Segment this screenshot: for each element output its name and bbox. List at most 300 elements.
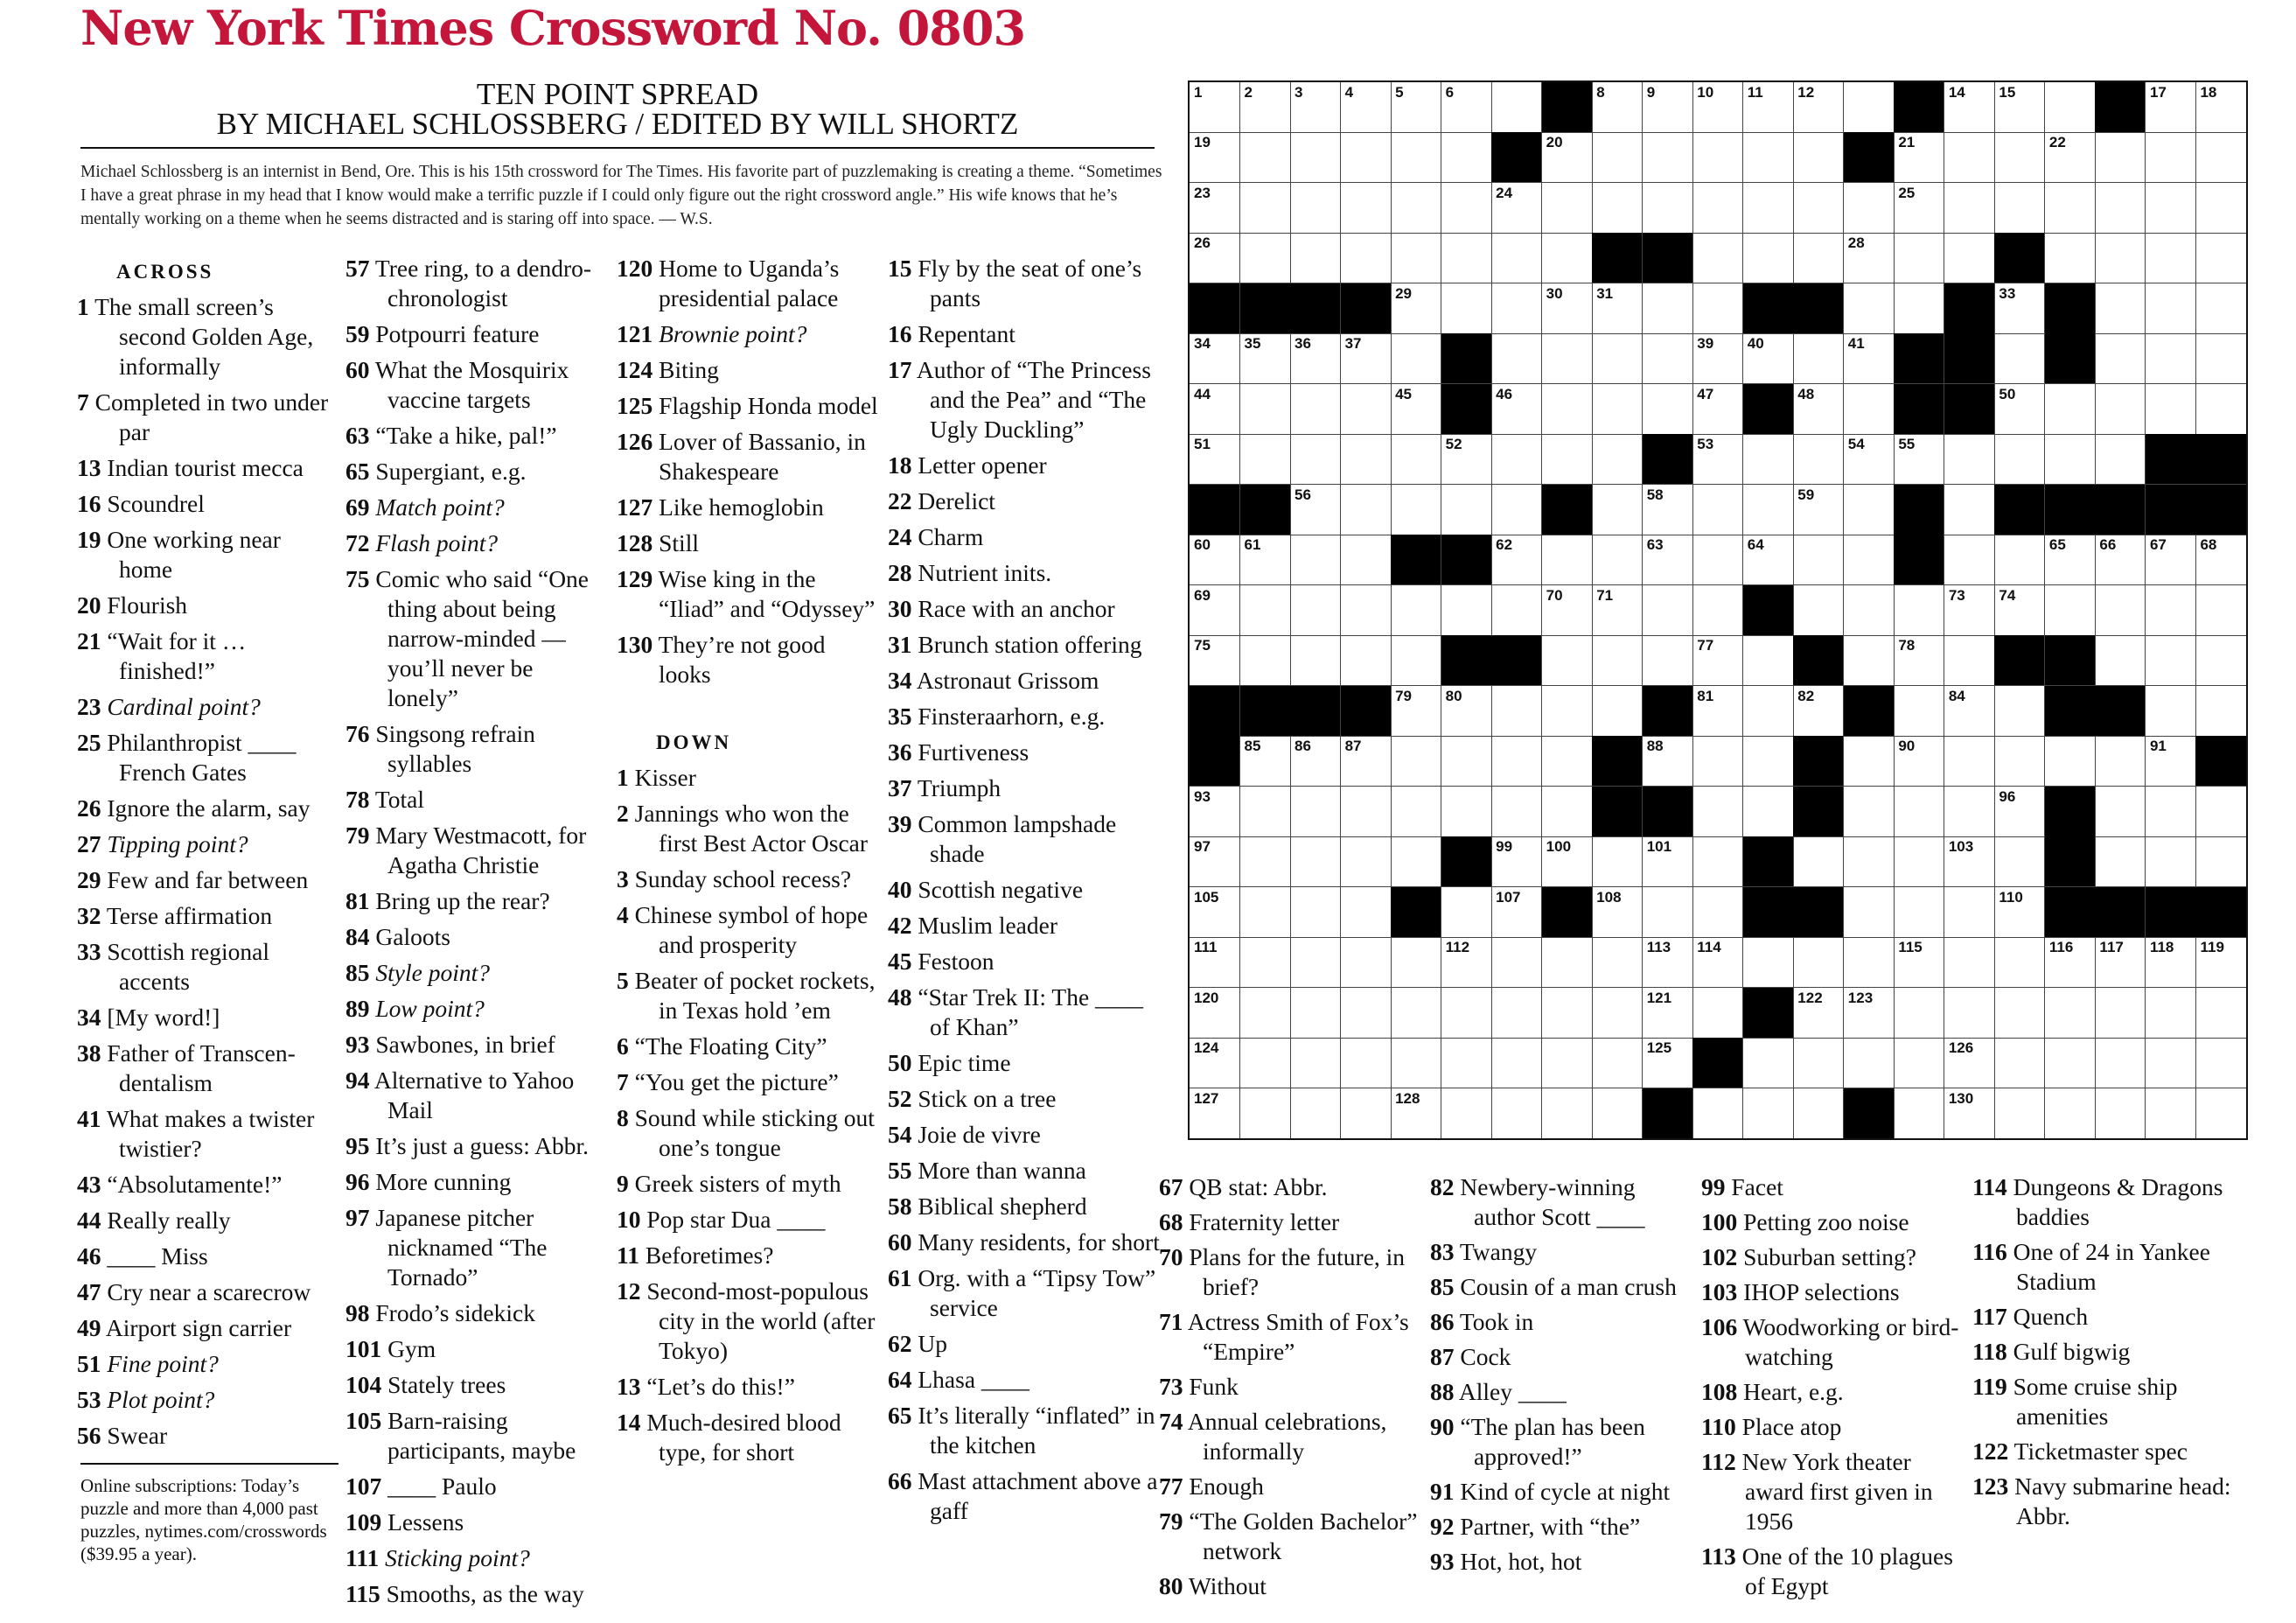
grid-cell[interactable] [1743,1038,1794,1088]
grid-cell[interactable] [1643,887,1693,938]
grid-cell[interactable] [1692,836,1743,887]
grid-cell[interactable] [2195,988,2246,1039]
clue-item[interactable] [345,493,608,522]
clue-item[interactable] [617,966,879,1025]
grid-cell[interactable] [1240,585,1291,636]
grid-cell[interactable] [1290,535,1341,585]
grid-cell[interactable] [1944,988,1995,1039]
grid-cell[interactable] [1341,535,1392,585]
grid-cell[interactable] [1994,535,2045,585]
grid-cell[interactable] [1944,887,1995,938]
clue-item[interactable] [77,728,339,787]
clue-item[interactable] [1701,1447,1972,1536]
grid-cell[interactable] [1491,1088,1542,1138]
grid-cell[interactable] [2146,836,2196,887]
grid-cell[interactable] [1240,937,1291,988]
grid-cell[interactable] [1944,787,1995,837]
grid-cell[interactable] [2195,836,2246,887]
grid-cell[interactable] [1793,937,1844,988]
grid-cell[interactable] [1592,384,1643,435]
grid-cell[interactable] [1743,736,1794,787]
grid-cell[interactable] [1190,887,1240,938]
grid-cell[interactable] [2045,82,2096,133]
grid-cell[interactable] [1894,937,1944,988]
grid-cell[interactable] [1743,434,1794,485]
clue-item[interactable] [888,319,1168,349]
clue-item[interactable] [77,489,339,519]
clue-item[interactable] [345,922,608,952]
clue-item[interactable] [77,1277,339,1307]
grid-cell[interactable] [1341,183,1392,234]
grid-cell[interactable] [1944,183,1995,234]
grid-cell[interactable] [2095,1088,2146,1138]
grid-cell[interactable] [2146,132,2196,183]
grid-cell[interactable] [2146,183,2196,234]
grid-cell[interactable] [2095,283,2146,334]
clue-item[interactable] [1159,1407,1430,1466]
clue-item[interactable] [617,564,879,624]
grid-cell[interactable] [1844,485,1895,535]
grid-cell[interactable] [1341,988,1392,1039]
grid-cell[interactable] [1944,635,1995,686]
grid-cell[interactable] [1391,384,1441,435]
grid-cell[interactable] [2095,787,2146,837]
grid-cell[interactable] [1190,132,1240,183]
grid-cell[interactable] [1944,82,1995,133]
grid-cell[interactable] [1341,836,1392,887]
grid-cell[interactable] [1341,384,1392,435]
grid-cell[interactable] [1994,937,2045,988]
grid-cell[interactable] [2095,585,2146,636]
grid-cell[interactable] [2146,82,2196,133]
grid-cell[interactable] [1844,585,1895,636]
grid-cell[interactable] [1743,937,1794,988]
grid-cell[interactable] [1542,585,1593,636]
grid-cell[interactable] [1994,183,2045,234]
clue-item[interactable] [345,994,608,1024]
grid-cell[interactable] [1894,988,1944,1039]
grid-cell[interactable] [1240,132,1291,183]
grid-cell[interactable] [1190,535,1240,585]
grid-cell[interactable] [2146,988,2196,1039]
grid-cell[interactable] [1692,988,1743,1039]
clue-item[interactable] [345,1472,608,1501]
grid-cell[interactable] [1542,836,1593,887]
grid-cell[interactable] [1391,836,1441,887]
grid-cell[interactable] [1994,1088,2045,1138]
clue-item[interactable] [1430,1272,1701,1302]
grid-cell[interactable] [1491,485,1542,535]
grid-cell[interactable] [1944,736,1995,787]
clue-item[interactable] [1430,1237,1701,1267]
grid-cell[interactable] [1491,787,1542,837]
grid-cell[interactable] [1542,132,1593,183]
grid-cell[interactable] [1491,535,1542,585]
clue-item[interactable] [888,702,1168,731]
grid-cell[interactable] [1290,183,1341,234]
grid-cell[interactable] [2095,535,2146,585]
clue-item[interactable] [77,794,339,823]
grid-cell[interactable] [1391,183,1441,234]
grid-cell[interactable] [1240,988,1291,1039]
grid-cell[interactable] [1592,635,1643,686]
grid-cell[interactable] [2045,384,2096,435]
grid-cell[interactable] [1240,333,1291,384]
clue-item[interactable] [1159,1472,1430,1501]
clue-item[interactable] [888,1263,1168,1323]
grid-cell[interactable] [1994,434,2045,485]
grid-cell[interactable] [1240,1038,1291,1088]
grid-cell[interactable] [1793,988,1844,1039]
grid-cell[interactable] [1692,535,1743,585]
grid-cell[interactable] [1643,132,1693,183]
grid-cell[interactable] [1994,887,2045,938]
grid-cell[interactable] [1491,1038,1542,1088]
grid-cell[interactable] [1844,635,1895,686]
grid-cell[interactable] [1542,233,1593,283]
grid-cell[interactable] [1190,1038,1240,1088]
grid-cell[interactable] [1542,736,1593,787]
grid-cell[interactable] [1592,1038,1643,1088]
grid-cell[interactable] [1592,836,1643,887]
grid-cell[interactable] [1793,1088,1844,1138]
clue-item[interactable] [77,1003,339,1032]
grid-cell[interactable] [1341,937,1392,988]
clue-item[interactable] [1701,1412,1972,1442]
grid-cell[interactable] [1190,836,1240,887]
clue-item[interactable] [888,594,1168,624]
grid-cell[interactable] [1240,836,1291,887]
grid-cell[interactable] [2045,988,2096,1039]
grid-cell[interactable] [1391,283,1441,334]
grid-cell[interactable] [1844,1038,1895,1088]
grid-cell[interactable] [2146,686,2196,737]
grid-cell[interactable] [1994,787,2045,837]
grid-cell[interactable] [2195,183,2246,234]
grid-cell[interactable] [2045,1088,2096,1138]
grid-cell[interactable] [1994,585,2045,636]
grid-cell[interactable] [1391,988,1441,1039]
grid-cell[interactable] [1692,887,1743,938]
grid-cell[interactable] [1592,686,1643,737]
grid-cell[interactable] [1894,1038,1944,1088]
grid-cell[interactable] [1290,132,1341,183]
clue-item[interactable] [617,528,879,558]
grid-cell[interactable] [1441,434,1492,485]
grid-cell[interactable] [1743,535,1794,585]
grid-cell[interactable] [1190,82,1240,133]
grid-cell[interactable] [1743,132,1794,183]
grid-cell[interactable] [1190,233,1240,283]
grid-cell[interactable] [1743,233,1794,283]
clue-item[interactable] [77,292,339,381]
grid-cell[interactable] [1643,333,1693,384]
grid-cell[interactable] [1592,585,1643,636]
grid-cell[interactable] [1944,585,1995,636]
grid-cell[interactable] [2095,434,2146,485]
grid-cell[interactable] [1592,535,1643,585]
grid-cell[interactable] [2195,1038,2246,1088]
grid-cell[interactable] [1190,434,1240,485]
grid-cell[interactable] [1491,333,1542,384]
grid-cell[interactable] [1793,1038,1844,1088]
clue-item[interactable] [1159,1172,1430,1202]
grid-cell[interactable] [1240,82,1291,133]
clue-item[interactable] [1159,1242,1430,1302]
clue-item[interactable] [888,1228,1168,1257]
grid-cell[interactable] [2146,937,2196,988]
grid-cell[interactable] [1944,836,1995,887]
grid-cell[interactable] [1391,485,1441,535]
grid-cell[interactable] [2146,333,2196,384]
grid-cell[interactable] [1240,233,1291,283]
grid-cell[interactable] [1341,434,1392,485]
clue-item[interactable] [77,901,339,931]
grid-cell[interactable] [1692,333,1743,384]
clue-item[interactable] [1159,1207,1430,1237]
grid-cell[interactable] [1441,283,1492,334]
grid-cell[interactable] [2095,736,2146,787]
clue-item[interactable] [888,355,1168,444]
clue-item[interactable] [345,1370,608,1400]
clue-item[interactable] [77,937,339,997]
clue-item[interactable] [888,1120,1168,1150]
clue-item[interactable] [1972,1472,2252,1531]
grid-cell[interactable] [1240,434,1291,485]
grid-cell[interactable] [1290,937,1341,988]
grid-cell[interactable] [1391,233,1441,283]
grid-cell[interactable] [1592,82,1643,133]
grid-cell[interactable] [2045,585,2096,636]
grid-cell[interactable] [2195,686,2246,737]
grid-cell[interactable] [2095,233,2146,283]
grid-cell[interactable] [1793,82,1844,133]
clue-item[interactable] [77,1242,339,1271]
grid-cell[interactable] [1844,736,1895,787]
grid-cell[interactable] [1290,233,1341,283]
clue-item[interactable] [345,1030,608,1060]
grid-cell[interactable] [1692,736,1743,787]
grid-cell[interactable] [1542,787,1593,837]
clue-item[interactable] [345,1543,608,1573]
grid-cell[interactable] [2146,535,2196,585]
clue-item[interactable] [617,355,879,385]
clue-item[interactable] [888,522,1168,552]
grid-cell[interactable] [1240,736,1291,787]
clue-item[interactable] [888,738,1168,767]
grid-cell[interactable] [1944,535,1995,585]
clue-item[interactable] [1701,1312,1972,1372]
grid-cell[interactable] [1743,635,1794,686]
grid-cell[interactable] [1441,736,1492,787]
grid-cell[interactable] [1643,283,1693,334]
clue-item[interactable] [345,1167,608,1197]
grid-cell[interactable] [1643,736,1693,787]
grid-cell[interactable] [2195,535,2246,585]
grid-cell[interactable] [1341,82,1392,133]
grid-cell[interactable] [1341,485,1392,535]
clue-item[interactable] [345,1406,608,1466]
grid-cell[interactable] [1844,937,1895,988]
clue-item[interactable] [617,799,879,858]
grid-cell[interactable] [1190,384,1240,435]
grid-cell[interactable] [2045,1038,2096,1088]
grid-cell[interactable] [1894,434,1944,485]
grid-cell[interactable] [1692,787,1743,837]
grid-cell[interactable] [1692,183,1743,234]
grid-cell[interactable] [1944,434,1995,485]
grid-cell[interactable] [1692,686,1743,737]
clue-item[interactable] [77,525,339,584]
grid-cell[interactable] [1240,887,1291,938]
clue-item[interactable] [1701,1172,1972,1202]
grid-cell[interactable] [1341,736,1392,787]
grid-cell[interactable] [2146,384,2196,435]
grid-cell[interactable] [1743,485,1794,535]
grid-cell[interactable] [1793,434,1844,485]
clue-item[interactable] [888,875,1168,905]
grid-cell[interactable] [1994,384,2045,435]
clue-item[interactable] [77,388,339,447]
grid-cell[interactable] [1341,635,1392,686]
clue-item[interactable] [888,558,1168,588]
grid-cell[interactable] [1491,585,1542,636]
grid-cell[interactable] [2095,384,2146,435]
clue-item[interactable] [888,983,1168,1042]
grid-cell[interactable] [2146,787,2196,837]
grid-cell[interactable] [2195,283,2246,334]
clue-item[interactable] [345,1066,608,1125]
grid-cell[interactable] [1692,635,1743,686]
grid-cell[interactable] [2146,635,2196,686]
grid-cell[interactable] [1491,686,1542,737]
clue-item[interactable] [345,319,608,349]
clue-item[interactable] [345,821,608,880]
clue-item[interactable] [1430,1307,1701,1337]
grid-cell[interactable] [1692,937,1743,988]
grid-cell[interactable] [1643,585,1693,636]
grid-cell[interactable] [1894,887,1944,938]
grid-cell[interactable] [1290,82,1341,133]
clue-item[interactable] [617,1372,879,1402]
grid-cell[interactable] [1190,183,1240,234]
grid-cell[interactable] [1441,887,1492,938]
grid-cell[interactable] [1290,585,1341,636]
grid-cell[interactable] [1793,535,1844,585]
grid-cell[interactable] [1894,283,1944,334]
grid-cell[interactable] [1542,1088,1593,1138]
grid-cell[interactable] [2146,233,2196,283]
grid-cell[interactable] [1844,535,1895,585]
grid-cell[interactable] [2045,132,2096,183]
grid-cell[interactable] [2095,183,2146,234]
grid-cell[interactable] [1844,233,1895,283]
grid-cell[interactable] [1441,82,1492,133]
clue-item[interactable] [1972,1372,2252,1431]
clue-item[interactable] [77,1421,339,1451]
grid-cell[interactable] [2146,1038,2196,1088]
clue-item[interactable] [888,1466,1168,1526]
grid-cell[interactable] [1290,887,1341,938]
grid-cell[interactable] [1491,233,1542,283]
clue-item[interactable] [1701,1377,1972,1407]
clue-item[interactable] [345,528,608,558]
grid-cell[interactable] [1643,937,1693,988]
clue-item[interactable] [1159,1307,1430,1367]
grid-cell[interactable] [1391,787,1441,837]
clue-item[interactable] [345,1131,608,1161]
grid-cell[interactable] [1844,183,1895,234]
clue-item[interactable] [617,864,879,894]
grid-cell[interactable] [1743,1088,1794,1138]
grid-cell[interactable] [1341,1088,1392,1138]
clue-item[interactable] [77,1349,339,1379]
grid-cell[interactable] [1391,686,1441,737]
grid-cell[interactable] [1290,988,1341,1039]
clue-item[interactable] [1972,1437,2252,1466]
grid-cell[interactable] [1894,736,1944,787]
grid-cell[interactable] [1542,384,1593,435]
grid-cell[interactable] [1643,82,1693,133]
grid-cell[interactable] [1391,585,1441,636]
grid-cell[interactable] [1290,635,1341,686]
grid-cell[interactable] [1491,434,1542,485]
clue-item[interactable] [345,457,608,486]
clue-item[interactable] [617,1205,879,1235]
grid-cell[interactable] [1391,333,1441,384]
grid-cell[interactable] [1844,836,1895,887]
grid-cell[interactable] [2195,233,2246,283]
clue-item[interactable] [345,1334,608,1364]
clue-item[interactable] [345,355,608,415]
grid-cell[interactable] [1944,937,1995,988]
grid-cell[interactable] [1643,988,1693,1039]
grid-cell[interactable] [2146,283,2196,334]
clue-item[interactable] [617,630,879,689]
clue-item[interactable] [1972,1172,2252,1232]
clue-item[interactable] [1159,1507,1430,1566]
grid-cell[interactable] [1441,1088,1492,1138]
grid-cell[interactable] [1692,82,1743,133]
grid-cell[interactable] [1692,485,1743,535]
clue-item[interactable] [617,1032,879,1061]
grid-cell[interactable] [1994,736,2045,787]
grid-cell[interactable] [2045,736,2096,787]
grid-cell[interactable] [1491,736,1542,787]
grid-cell[interactable] [1542,333,1593,384]
grid-cell[interactable] [1391,132,1441,183]
grid-cell[interactable] [1441,937,1492,988]
grid-cell[interactable] [1743,82,1794,133]
grid-cell[interactable] [1643,384,1693,435]
grid-cell[interactable] [1190,1088,1240,1138]
grid-cell[interactable] [1844,787,1895,837]
grid-cell[interactable] [1592,485,1643,535]
grid-cell[interactable] [1944,485,1995,535]
grid-cell[interactable] [1391,937,1441,988]
clue-item[interactable] [345,958,608,988]
grid-cell[interactable] [1894,183,1944,234]
grid-cell[interactable] [1190,333,1240,384]
clue-item[interactable] [1430,1477,1701,1507]
clue-item[interactable] [77,829,339,859]
clue-item[interactable] [1430,1412,1701,1472]
grid-cell[interactable] [1643,836,1693,887]
grid-cell[interactable] [1592,887,1643,938]
grid-cell[interactable] [1441,988,1492,1039]
grid-cell[interactable] [1643,1038,1693,1088]
clue-item[interactable] [888,1156,1168,1186]
